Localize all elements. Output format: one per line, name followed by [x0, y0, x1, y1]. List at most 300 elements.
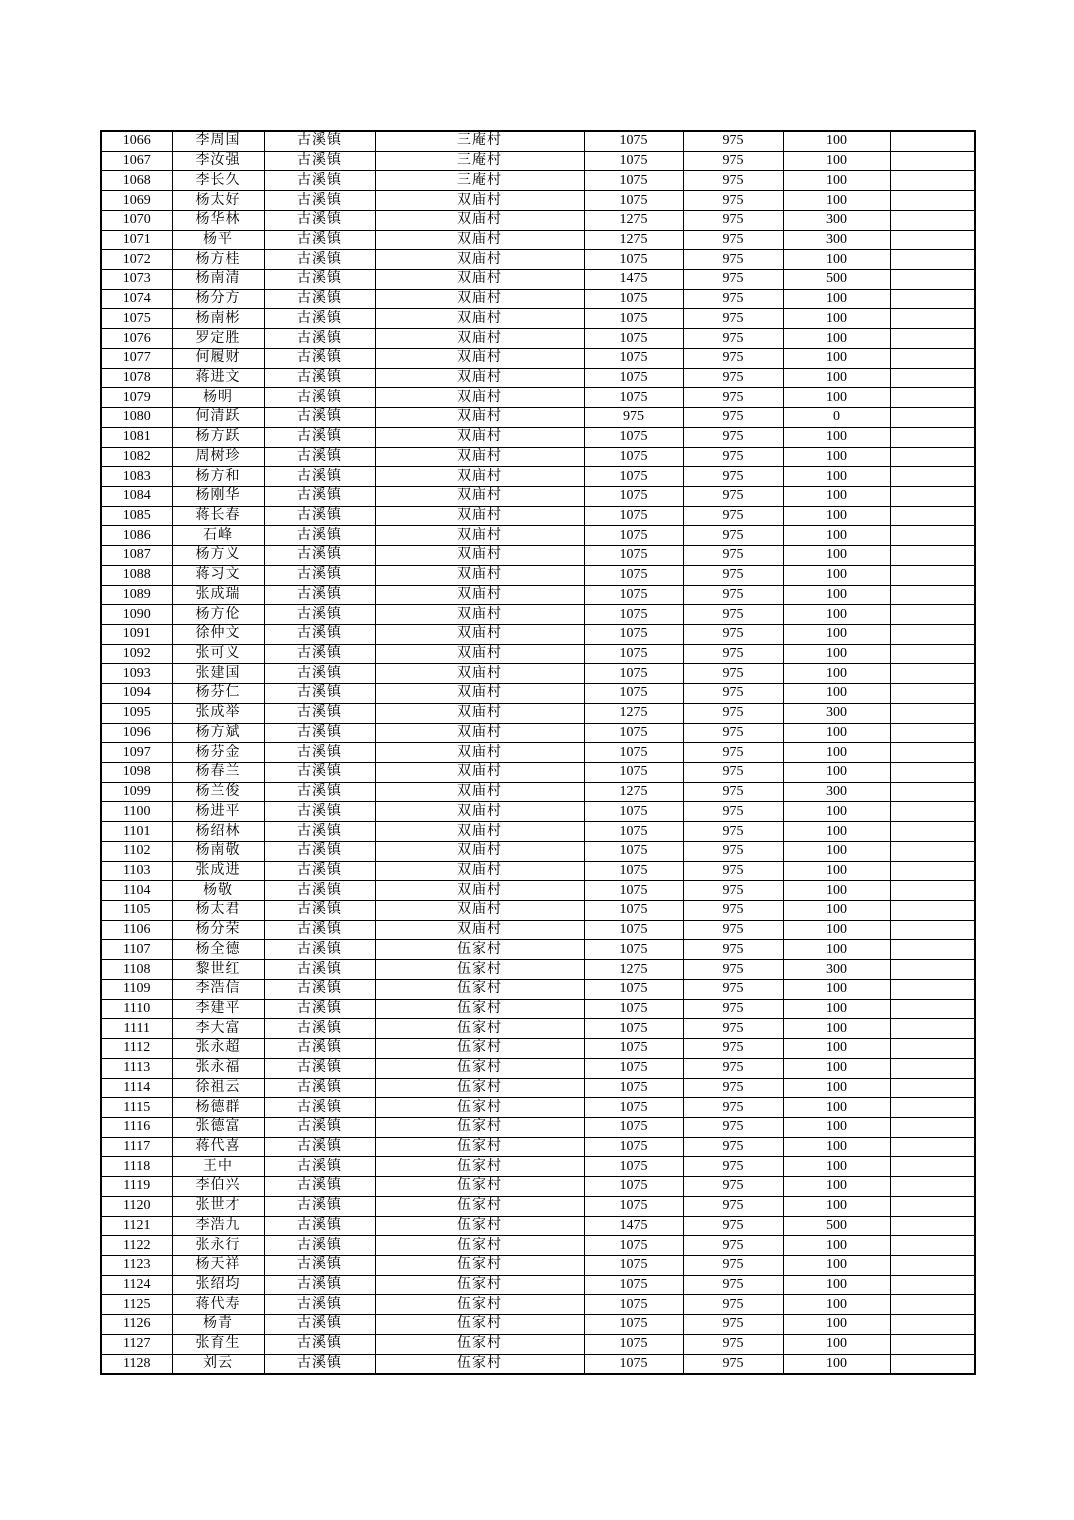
table-row — [101, 467, 975, 487]
cell-town: 古溪镇 — [264, 1354, 375, 1374]
cell-village: 伍家村 — [375, 1236, 584, 1256]
cell-row-index: 1082 — [101, 447, 172, 467]
cell-remark — [890, 250, 975, 270]
cell-amount-diff: 100 — [783, 289, 890, 309]
cell-amount-a: 1075 — [584, 1354, 683, 1374]
cell-amount-diff: 100 — [783, 1157, 890, 1177]
cell-remark — [890, 408, 975, 428]
cell-amount-a: 1075 — [584, 388, 683, 408]
cell-village: 双庙村 — [375, 565, 584, 585]
cell-remark — [890, 388, 975, 408]
cell-amount-diff: 100 — [783, 979, 890, 999]
table-row — [101, 289, 975, 309]
cell-village: 伍家村 — [375, 1334, 584, 1354]
cell-amount-a: 1075 — [584, 191, 683, 211]
table-row — [101, 1019, 975, 1039]
cell-amount-a: 1075 — [584, 1196, 683, 1216]
cell-name: 杨方和 — [172, 467, 264, 487]
cell-amount-b: 975 — [683, 289, 783, 309]
cell-town: 古溪镇 — [264, 289, 375, 309]
cell-village: 双庙村 — [375, 920, 584, 940]
cell-amount-b: 975 — [683, 1137, 783, 1157]
cell-town: 古溪镇 — [264, 506, 375, 526]
cell-town: 古溪镇 — [264, 565, 375, 585]
table-row — [101, 1157, 975, 1177]
cell-name: 李浩九 — [172, 1216, 264, 1236]
cell-name: 黎世红 — [172, 960, 264, 980]
cell-row-index: 1085 — [101, 506, 172, 526]
cell-row-index: 1110 — [101, 999, 172, 1019]
cell-name: 张成进 — [172, 861, 264, 881]
cell-town: 古溪镇 — [264, 486, 375, 506]
cell-village: 伍家村 — [375, 1295, 584, 1315]
cell-name: 杨分荣 — [172, 920, 264, 940]
cell-name: 杨绍林 — [172, 822, 264, 842]
cell-amount-b: 975 — [683, 368, 783, 388]
cell-amount-a: 1075 — [584, 447, 683, 467]
cell-amount-b: 975 — [683, 526, 783, 546]
cell-amount-b: 975 — [683, 250, 783, 270]
table-row — [101, 526, 975, 546]
cell-amount-b: 975 — [683, 348, 783, 368]
cell-amount-diff: 100 — [783, 467, 890, 487]
cell-town: 古溪镇 — [264, 1157, 375, 1177]
cell-amount-a: 1275 — [584, 210, 683, 230]
cell-row-index: 1126 — [101, 1315, 172, 1335]
cell-amount-b: 975 — [683, 1019, 783, 1039]
cell-remark — [890, 743, 975, 763]
cell-amount-diff: 100 — [783, 427, 890, 447]
cell-name: 杨天祥 — [172, 1255, 264, 1275]
cell-town: 古溪镇 — [264, 368, 375, 388]
table-row — [101, 546, 975, 566]
cell-row-index: 1067 — [101, 151, 172, 171]
cell-amount-diff: 100 — [783, 329, 890, 349]
cell-row-index: 1091 — [101, 624, 172, 644]
cell-amount-a: 1075 — [584, 1334, 683, 1354]
cell-village: 伍家村 — [375, 1039, 584, 1059]
cell-name: 杨青 — [172, 1315, 264, 1335]
cell-remark — [890, 309, 975, 329]
cell-name: 张德富 — [172, 1117, 264, 1137]
cell-remark — [890, 1078, 975, 1098]
table-row — [101, 1236, 975, 1256]
cell-name: 杨德群 — [172, 1098, 264, 1118]
cell-remark — [890, 822, 975, 842]
cell-town: 古溪镇 — [264, 1058, 375, 1078]
cell-amount-a: 1075 — [584, 1117, 683, 1137]
cell-village: 双庙村 — [375, 723, 584, 743]
table-row — [101, 979, 975, 999]
cell-amount-a: 1075 — [584, 901, 683, 921]
cell-name: 罗定胜 — [172, 329, 264, 349]
cell-name: 李伯兴 — [172, 1177, 264, 1197]
cell-village: 伍家村 — [375, 1019, 584, 1039]
table-row — [101, 1315, 975, 1335]
cell-town: 古溪镇 — [264, 1098, 375, 1118]
cell-amount-b: 975 — [683, 1078, 783, 1098]
table-row — [101, 565, 975, 585]
cell-remark — [890, 289, 975, 309]
cell-amount-b: 975 — [683, 1275, 783, 1295]
cell-town: 古溪镇 — [264, 802, 375, 822]
cell-village: 双庙村 — [375, 230, 584, 250]
cell-town: 古溪镇 — [264, 1236, 375, 1256]
cell-row-index: 1124 — [101, 1275, 172, 1295]
cell-row-index: 1109 — [101, 979, 172, 999]
cell-town: 古溪镇 — [264, 270, 375, 290]
cell-town: 古溪镇 — [264, 1315, 375, 1335]
cell-row-index: 1095 — [101, 703, 172, 723]
cell-town: 古溪镇 — [264, 881, 375, 901]
cell-town: 古溪镇 — [264, 1019, 375, 1039]
cell-row-index: 1107 — [101, 940, 172, 960]
cell-village: 伍家村 — [375, 1315, 584, 1335]
table-row — [101, 250, 975, 270]
cell-amount-b: 975 — [683, 723, 783, 743]
cell-amount-diff: 100 — [783, 743, 890, 763]
cell-amount-a: 1075 — [584, 1275, 683, 1295]
cell-amount-a: 1075 — [584, 565, 683, 585]
cell-village: 三庵村 — [375, 131, 584, 151]
cell-amount-a: 1075 — [584, 1137, 683, 1157]
cell-town: 古溪镇 — [264, 684, 375, 704]
cell-amount-diff: 100 — [783, 1117, 890, 1137]
table-row — [101, 1098, 975, 1118]
cell-name: 张可义 — [172, 644, 264, 664]
cell-amount-a: 1075 — [584, 999, 683, 1019]
cell-amount-b: 975 — [683, 467, 783, 487]
cell-row-index: 1077 — [101, 348, 172, 368]
cell-amount-b: 975 — [683, 1334, 783, 1354]
cell-amount-a: 1075 — [584, 979, 683, 999]
cell-amount-b: 975 — [683, 664, 783, 684]
cell-amount-diff: 100 — [783, 171, 890, 191]
cell-town: 古溪镇 — [264, 1177, 375, 1197]
cell-amount-a: 1075 — [584, 940, 683, 960]
cell-village: 双庙村 — [375, 467, 584, 487]
table-row — [101, 388, 975, 408]
cell-name: 蒋代寿 — [172, 1295, 264, 1315]
cell-town: 古溪镇 — [264, 861, 375, 881]
cell-town: 古溪镇 — [264, 388, 375, 408]
cell-town: 古溪镇 — [264, 999, 375, 1019]
cell-amount-a: 1075 — [584, 151, 683, 171]
cell-village: 伍家村 — [375, 1117, 584, 1137]
cell-amount-b: 975 — [683, 605, 783, 625]
cell-row-index: 1120 — [101, 1196, 172, 1216]
cell-row-index: 1099 — [101, 782, 172, 802]
cell-remark — [890, 368, 975, 388]
cell-amount-b: 975 — [683, 1315, 783, 1335]
cell-village: 伍家村 — [375, 1157, 584, 1177]
cell-row-index: 1127 — [101, 1334, 172, 1354]
cell-remark — [890, 1255, 975, 1275]
cell-village: 伍家村 — [375, 1058, 584, 1078]
cell-amount-diff: 300 — [783, 210, 890, 230]
cell-name: 杨方斌 — [172, 723, 264, 743]
cell-name: 杨南清 — [172, 270, 264, 290]
cell-row-index: 1090 — [101, 605, 172, 625]
cell-village: 双庙村 — [375, 348, 584, 368]
cell-remark — [890, 920, 975, 940]
cell-amount-b: 975 — [683, 624, 783, 644]
cell-remark — [890, 841, 975, 861]
cell-remark — [890, 1334, 975, 1354]
cell-amount-a: 1075 — [584, 920, 683, 940]
cell-amount-b: 975 — [683, 388, 783, 408]
cell-row-index: 1093 — [101, 664, 172, 684]
cell-amount-a: 1075 — [584, 171, 683, 191]
cell-name: 杨南彬 — [172, 309, 264, 329]
table-row — [101, 131, 975, 151]
cell-amount-b: 975 — [683, 309, 783, 329]
cell-amount-diff: 100 — [783, 506, 890, 526]
cell-amount-a: 1075 — [584, 427, 683, 447]
cell-town: 古溪镇 — [264, 743, 375, 763]
cell-amount-diff: 100 — [783, 368, 890, 388]
table-row — [101, 210, 975, 230]
cell-village: 双庙村 — [375, 861, 584, 881]
cell-name: 张建国 — [172, 664, 264, 684]
table-row — [101, 861, 975, 881]
cell-name: 张世才 — [172, 1196, 264, 1216]
cell-row-index: 1073 — [101, 270, 172, 290]
cell-remark — [890, 703, 975, 723]
table-row — [101, 1039, 975, 1059]
table-row — [101, 1177, 975, 1197]
cell-amount-a: 1075 — [584, 1295, 683, 1315]
cell-row-index: 1076 — [101, 329, 172, 349]
cell-village: 双庙村 — [375, 250, 584, 270]
cell-name: 杨兰俊 — [172, 782, 264, 802]
cell-amount-diff: 100 — [783, 1315, 890, 1335]
table-row — [101, 1216, 975, 1236]
cell-village: 伍家村 — [375, 1177, 584, 1197]
cell-amount-diff: 100 — [783, 999, 890, 1019]
cell-amount-b: 975 — [683, 1295, 783, 1315]
cell-name: 蒋代喜 — [172, 1137, 264, 1157]
cell-town: 古溪镇 — [264, 427, 375, 447]
cell-amount-b: 975 — [683, 1196, 783, 1216]
cell-row-index: 1101 — [101, 822, 172, 842]
cell-name: 杨明 — [172, 388, 264, 408]
cell-amount-diff: 100 — [783, 1098, 890, 1118]
cell-amount-b: 975 — [683, 1236, 783, 1256]
cell-remark — [890, 427, 975, 447]
cell-village: 双庙村 — [375, 841, 584, 861]
table-row — [101, 703, 975, 723]
cell-row-index: 1118 — [101, 1157, 172, 1177]
cell-amount-b: 975 — [683, 1354, 783, 1374]
cell-remark — [890, 940, 975, 960]
cell-amount-diff: 100 — [783, 486, 890, 506]
cell-name: 杨春兰 — [172, 763, 264, 783]
cell-name: 杨方义 — [172, 546, 264, 566]
cell-town: 古溪镇 — [264, 763, 375, 783]
cell-town: 古溪镇 — [264, 191, 375, 211]
cell-town: 古溪镇 — [264, 664, 375, 684]
cell-village: 双庙村 — [375, 526, 584, 546]
cell-row-index: 1125 — [101, 1295, 172, 1315]
cell-name: 王中 — [172, 1157, 264, 1177]
cell-remark — [890, 1058, 975, 1078]
cell-village: 双庙村 — [375, 368, 584, 388]
cell-village: 双庙村 — [375, 486, 584, 506]
cell-amount-a: 1075 — [584, 822, 683, 842]
table-row — [101, 1354, 975, 1374]
table-row — [101, 1137, 975, 1157]
cell-row-index: 1100 — [101, 802, 172, 822]
table-row — [101, 427, 975, 447]
table-row — [101, 763, 975, 783]
cell-row-index: 1075 — [101, 309, 172, 329]
cell-town: 古溪镇 — [264, 1334, 375, 1354]
cell-amount-b: 975 — [683, 743, 783, 763]
cell-village: 伍家村 — [375, 1255, 584, 1275]
cell-town: 古溪镇 — [264, 1039, 375, 1059]
cell-amount-a: 1475 — [584, 1216, 683, 1236]
cell-amount-a: 1075 — [584, 467, 683, 487]
cell-row-index: 1098 — [101, 763, 172, 783]
cell-remark — [890, 565, 975, 585]
cell-amount-b: 975 — [683, 960, 783, 980]
table-row — [101, 881, 975, 901]
cell-name: 杨太君 — [172, 901, 264, 921]
cell-amount-diff: 100 — [783, 546, 890, 566]
cell-amount-b: 975 — [683, 447, 783, 467]
table-row — [101, 585, 975, 605]
cell-village: 伍家村 — [375, 940, 584, 960]
cell-row-index: 1108 — [101, 960, 172, 980]
cell-amount-diff: 100 — [783, 1177, 890, 1197]
cell-amount-diff: 100 — [783, 920, 890, 940]
cell-town: 古溪镇 — [264, 447, 375, 467]
cell-amount-b: 975 — [683, 1177, 783, 1197]
cell-amount-diff: 100 — [783, 1334, 890, 1354]
cell-amount-b: 975 — [683, 131, 783, 151]
cell-amount-diff: 100 — [783, 309, 890, 329]
cell-town: 古溪镇 — [264, 782, 375, 802]
table-row — [101, 684, 975, 704]
cell-town: 古溪镇 — [264, 605, 375, 625]
cell-village: 伍家村 — [375, 999, 584, 1019]
cell-town: 古溪镇 — [264, 408, 375, 428]
cell-town: 古溪镇 — [264, 979, 375, 999]
cell-name: 杨太好 — [172, 191, 264, 211]
cell-town: 古溪镇 — [264, 131, 375, 151]
cell-name: 刘云 — [172, 1354, 264, 1374]
table-row — [101, 624, 975, 644]
cell-remark — [890, 684, 975, 704]
cell-amount-b: 975 — [683, 999, 783, 1019]
cell-village: 伍家村 — [375, 1196, 584, 1216]
cell-name: 何履财 — [172, 348, 264, 368]
cell-amount-b: 975 — [683, 940, 783, 960]
cell-village: 伍家村 — [375, 1275, 584, 1295]
cell-name: 张永行 — [172, 1236, 264, 1256]
cell-amount-diff: 100 — [783, 841, 890, 861]
table-row — [101, 447, 975, 467]
cell-village: 双庙村 — [375, 664, 584, 684]
cell-amount-diff: 300 — [783, 230, 890, 250]
table-row — [101, 1117, 975, 1137]
cell-name: 杨芬仁 — [172, 684, 264, 704]
cell-amount-a: 1275 — [584, 960, 683, 980]
cell-village: 双庙村 — [375, 763, 584, 783]
cell-amount-b: 975 — [683, 881, 783, 901]
cell-village: 双庙村 — [375, 388, 584, 408]
cell-amount-b: 975 — [683, 684, 783, 704]
table-row — [101, 644, 975, 664]
table-row — [101, 506, 975, 526]
cell-remark — [890, 230, 975, 250]
table-body — [101, 131, 975, 1374]
cell-row-index: 1072 — [101, 250, 172, 270]
cell-amount-a: 1075 — [584, 1255, 683, 1275]
cell-remark — [890, 1236, 975, 1256]
cell-remark — [890, 329, 975, 349]
cell-name: 杨南敬 — [172, 841, 264, 861]
cell-name: 杨平 — [172, 230, 264, 250]
table-row — [101, 605, 975, 625]
cell-row-index: 1122 — [101, 1236, 172, 1256]
cell-town: 古溪镇 — [264, 960, 375, 980]
cell-town: 古溪镇 — [264, 703, 375, 723]
cell-remark — [890, 861, 975, 881]
cell-name: 周树珍 — [172, 447, 264, 467]
cell-row-index: 1119 — [101, 1177, 172, 1197]
cell-town: 古溪镇 — [264, 1078, 375, 1098]
cell-name: 杨方桂 — [172, 250, 264, 270]
cell-town: 古溪镇 — [264, 1137, 375, 1157]
cell-town: 古溪镇 — [264, 309, 375, 329]
cell-amount-a: 1475 — [584, 270, 683, 290]
cell-amount-diff: 100 — [783, 802, 890, 822]
cell-row-index: 1068 — [101, 171, 172, 191]
cell-amount-diff: 100 — [783, 763, 890, 783]
cell-amount-a: 1075 — [584, 841, 683, 861]
cell-amount-b: 975 — [683, 565, 783, 585]
cell-remark — [890, 1315, 975, 1335]
cell-remark — [890, 348, 975, 368]
cell-village: 双庙村 — [375, 605, 584, 625]
cell-village: 伍家村 — [375, 960, 584, 980]
cell-remark — [890, 782, 975, 802]
table-row — [101, 329, 975, 349]
cell-amount-a: 1075 — [584, 348, 683, 368]
cell-village: 双庙村 — [375, 309, 584, 329]
cell-row-index: 1105 — [101, 901, 172, 921]
cell-amount-a: 1075 — [584, 506, 683, 526]
cell-town: 古溪镇 — [264, 329, 375, 349]
cell-row-index: 1080 — [101, 408, 172, 428]
cell-row-index: 1081 — [101, 427, 172, 447]
cell-remark — [890, 270, 975, 290]
cell-row-index: 1087 — [101, 546, 172, 566]
table-row — [101, 999, 975, 1019]
cell-amount-a: 1075 — [584, 1236, 683, 1256]
cell-amount-b: 975 — [683, 408, 783, 428]
cell-remark — [890, 1039, 975, 1059]
cell-amount-b: 975 — [683, 1117, 783, 1137]
cell-village: 双庙村 — [375, 822, 584, 842]
cell-amount-a: 1075 — [584, 644, 683, 664]
cell-row-index: 1111 — [101, 1019, 172, 1039]
cell-amount-b: 975 — [683, 920, 783, 940]
cell-row-index: 1094 — [101, 684, 172, 704]
cell-village: 伍家村 — [375, 1354, 584, 1374]
